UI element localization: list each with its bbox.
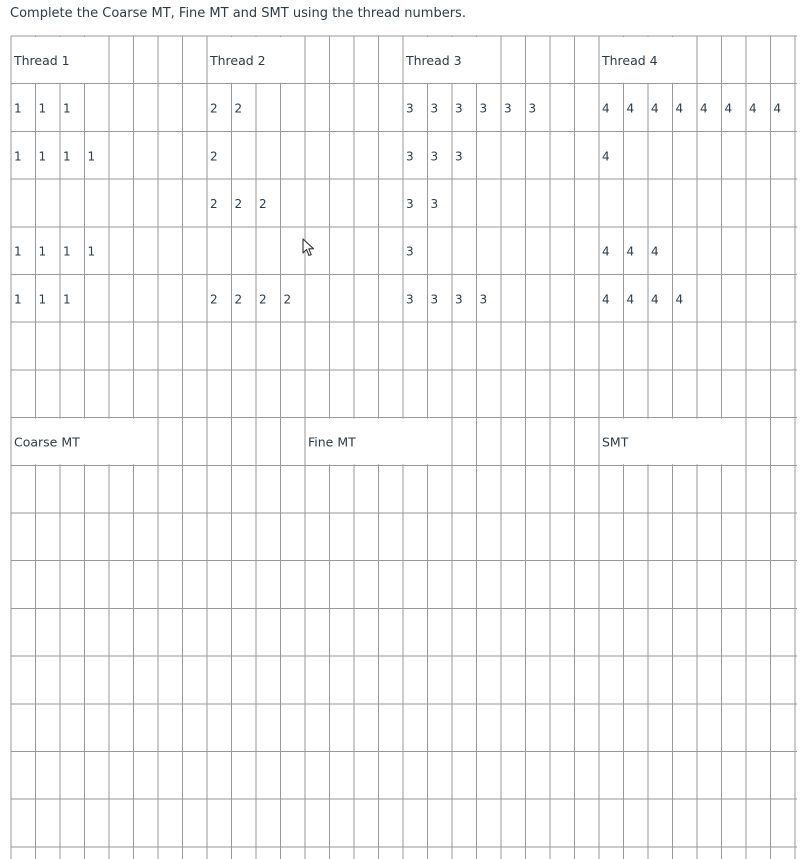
thread-4-header: Thread 4 bbox=[602, 52, 658, 68]
thread-4-cell: 4 bbox=[602, 244, 610, 259]
thread-3-cell: 3 bbox=[430, 101, 439, 116]
thread-3-cell: 3 bbox=[406, 244, 414, 259]
thread-4-cell: 4 bbox=[602, 292, 610, 307]
fine-mt-header: Fine MT bbox=[308, 434, 356, 450]
thread-4-cell: 4 bbox=[651, 292, 659, 307]
thread-4-cell: 4 bbox=[626, 101, 635, 116]
thread-2-cell: 2 bbox=[259, 196, 267, 211]
thread-4-cell: 4 bbox=[749, 101, 757, 116]
thread-4-cell: 4 bbox=[724, 101, 733, 116]
thread-4-cell: 4 bbox=[626, 244, 635, 259]
thread-2-cell: 2 bbox=[234, 292, 243, 307]
thread-1-cell: 1 bbox=[63, 292, 71, 307]
thread-3-cell: 3 bbox=[455, 292, 463, 307]
thread-1-cell: 1 bbox=[14, 244, 22, 259]
thread-1-cell: 1 bbox=[38, 101, 47, 116]
smt-header: SMT bbox=[602, 434, 629, 450]
thread-4-cell: 4 bbox=[700, 101, 708, 116]
thread-1-cell: 1 bbox=[63, 149, 71, 164]
thread-1-cell: 1 bbox=[38, 292, 47, 307]
thread-3-cell: 3 bbox=[504, 101, 512, 116]
thread-2-cell: 2 bbox=[210, 149, 218, 164]
thread-1-cell: 1 bbox=[87, 244, 96, 259]
thread-4-cell: 4 bbox=[651, 244, 659, 259]
thread-1-cell: 1 bbox=[14, 149, 22, 164]
instruction-text: Complete the Coarse MT, Fine MT and SMT using the thread numbers. bbox=[10, 6, 466, 21]
thread-4-cell: 4 bbox=[675, 101, 684, 116]
thread-4-cell: 4 bbox=[602, 101, 610, 116]
thread-1-cell: 1 bbox=[14, 292, 22, 307]
thread-3-cell: 3 bbox=[406, 292, 414, 307]
thread-2-cell: 2 bbox=[234, 101, 243, 116]
thread-2-cell: 2 bbox=[210, 101, 218, 116]
thread-2-header: Thread 2 bbox=[210, 52, 266, 68]
thread-3-cell: 3 bbox=[406, 101, 414, 116]
thread-4-cell: 4 bbox=[675, 292, 684, 307]
thread-3-cell: 3 bbox=[479, 292, 488, 307]
thread-1-cell: 1 bbox=[38, 244, 47, 259]
thread-3-cell: 3 bbox=[479, 101, 488, 116]
thread-3-cell: 3 bbox=[406, 149, 414, 164]
thread-2-cell: 2 bbox=[210, 292, 218, 307]
thread-3-cell: 3 bbox=[455, 149, 463, 164]
thread-2-cell: 2 bbox=[259, 292, 267, 307]
thread-3-cell: 3 bbox=[528, 101, 537, 116]
thread-1-cell: 1 bbox=[63, 244, 71, 259]
thread-3-cell: 3 bbox=[430, 292, 439, 307]
thread-3-cell: 3 bbox=[430, 149, 439, 164]
thread-4-cell: 4 bbox=[651, 101, 659, 116]
thread-1-cell: 1 bbox=[87, 149, 96, 164]
thread-1-cell: 1 bbox=[38, 149, 47, 164]
coarse-mt-header: Coarse MT bbox=[14, 434, 80, 450]
thread-4-cell: 4 bbox=[602, 149, 610, 164]
thread-4-cell: 4 bbox=[773, 101, 782, 116]
mouse-pointer-icon bbox=[302, 238, 316, 258]
thread-3-cell: 3 bbox=[430, 196, 439, 211]
thread-2-cell: 2 bbox=[210, 196, 218, 211]
thread-1-cell: 1 bbox=[14, 101, 22, 116]
thread-4-cell: 4 bbox=[626, 292, 635, 307]
thread-3-cell: 3 bbox=[406, 196, 414, 211]
thread-2-cell: 2 bbox=[283, 292, 292, 307]
thread-3-header: Thread 3 bbox=[406, 52, 462, 68]
thread-2-cell: 2 bbox=[234, 196, 243, 211]
thread-1-header: Thread 1 bbox=[14, 52, 70, 68]
thread-3-cell: 3 bbox=[455, 101, 463, 116]
thread-1-cell: 1 bbox=[63, 101, 71, 116]
